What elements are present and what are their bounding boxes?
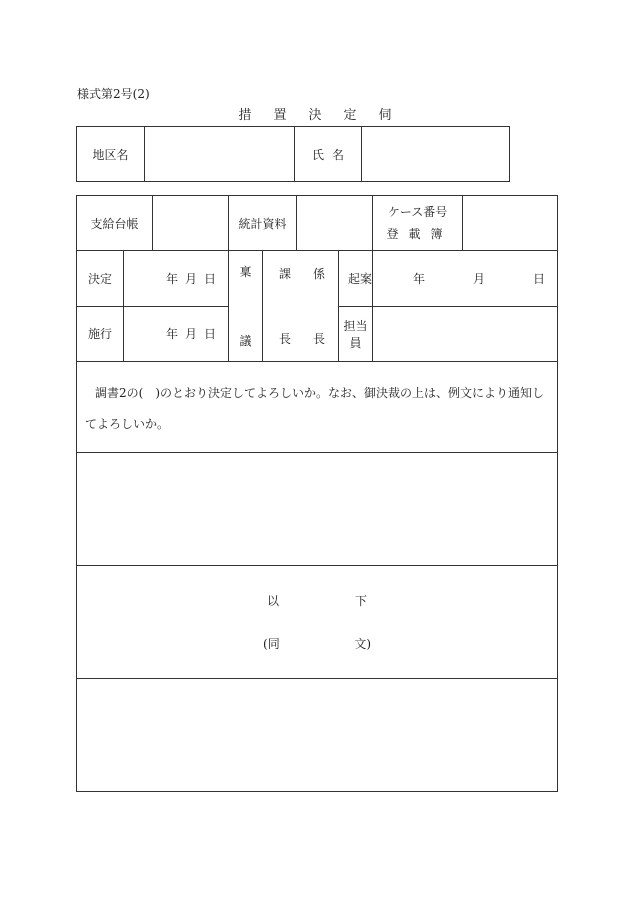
ringi-bottom: 議 (239, 334, 252, 348)
enforcement-date[interactable] (124, 306, 229, 362)
year-label: 年 (413, 271, 426, 286)
statistics-label: 統計資料 (229, 196, 297, 251)
month-label: 月 (185, 271, 198, 286)
case-number-label-line2: 登載簿 (386, 227, 453, 241)
section-chief-cell[interactable] (263, 251, 339, 362)
body-text: 調書2の( )のとおり決定してよろしいか。なお、御決裁の上は、例文により通知してよろしいか。 (85, 386, 545, 431)
day-label: 日 (533, 271, 546, 286)
decision-date[interactable] (124, 251, 229, 307)
district-field[interactable] (145, 127, 295, 182)
person-in-charge-field[interactable] (373, 306, 558, 362)
same-text-right: 文) (354, 637, 372, 651)
free-space-1[interactable] (77, 453, 558, 566)
decision-table (76, 195, 558, 792)
name-field[interactable] (362, 127, 510, 182)
payment-ledger-label: 支給台帳 (77, 196, 153, 251)
person-in-charge-label: 担当員 (339, 306, 373, 362)
drafting-right: 案 (360, 271, 373, 286)
body-text-cell (77, 362, 558, 453)
chief-right: 長 (313, 332, 326, 346)
same-text-left: (同 (263, 637, 280, 651)
section-chief-left: 課 (279, 267, 292, 281)
year-label: 年 (166, 327, 179, 342)
month-label: 月 (185, 327, 198, 342)
case-number-label (373, 196, 463, 251)
year-label: 年 (166, 271, 179, 286)
below-right: 下 (355, 594, 368, 608)
drafting-left: 起 (348, 271, 361, 286)
form-title: 措置決定伺 (238, 108, 414, 123)
form-number: 様式第2号(2) (77, 87, 150, 101)
district-name-table (76, 126, 510, 182)
below-section (77, 566, 558, 679)
below-left: 以 (267, 594, 280, 608)
ringi-top: 稟 (239, 265, 252, 279)
case-number-label-line1: ケース番号 (387, 205, 448, 219)
day-label: 日 (204, 327, 217, 342)
drafting-date[interactable] (373, 251, 558, 307)
district-label: 地区名 (77, 127, 145, 182)
enforcement-label: 施行 (77, 306, 124, 362)
month-label: 月 (473, 271, 486, 286)
chief-left: 長 (279, 332, 292, 346)
statistics-field[interactable] (297, 196, 373, 251)
section-chief-right: 係 (313, 267, 326, 281)
drafting-label (339, 251, 373, 307)
decision-label: 決定 (77, 251, 124, 307)
day-label: 日 (204, 271, 217, 286)
case-number-field[interactable] (463, 196, 558, 251)
free-space-2[interactable] (77, 679, 558, 792)
ringi-cell (229, 251, 263, 362)
name-label: 氏名 (295, 127, 362, 182)
payment-ledger-field[interactable] (153, 196, 229, 251)
